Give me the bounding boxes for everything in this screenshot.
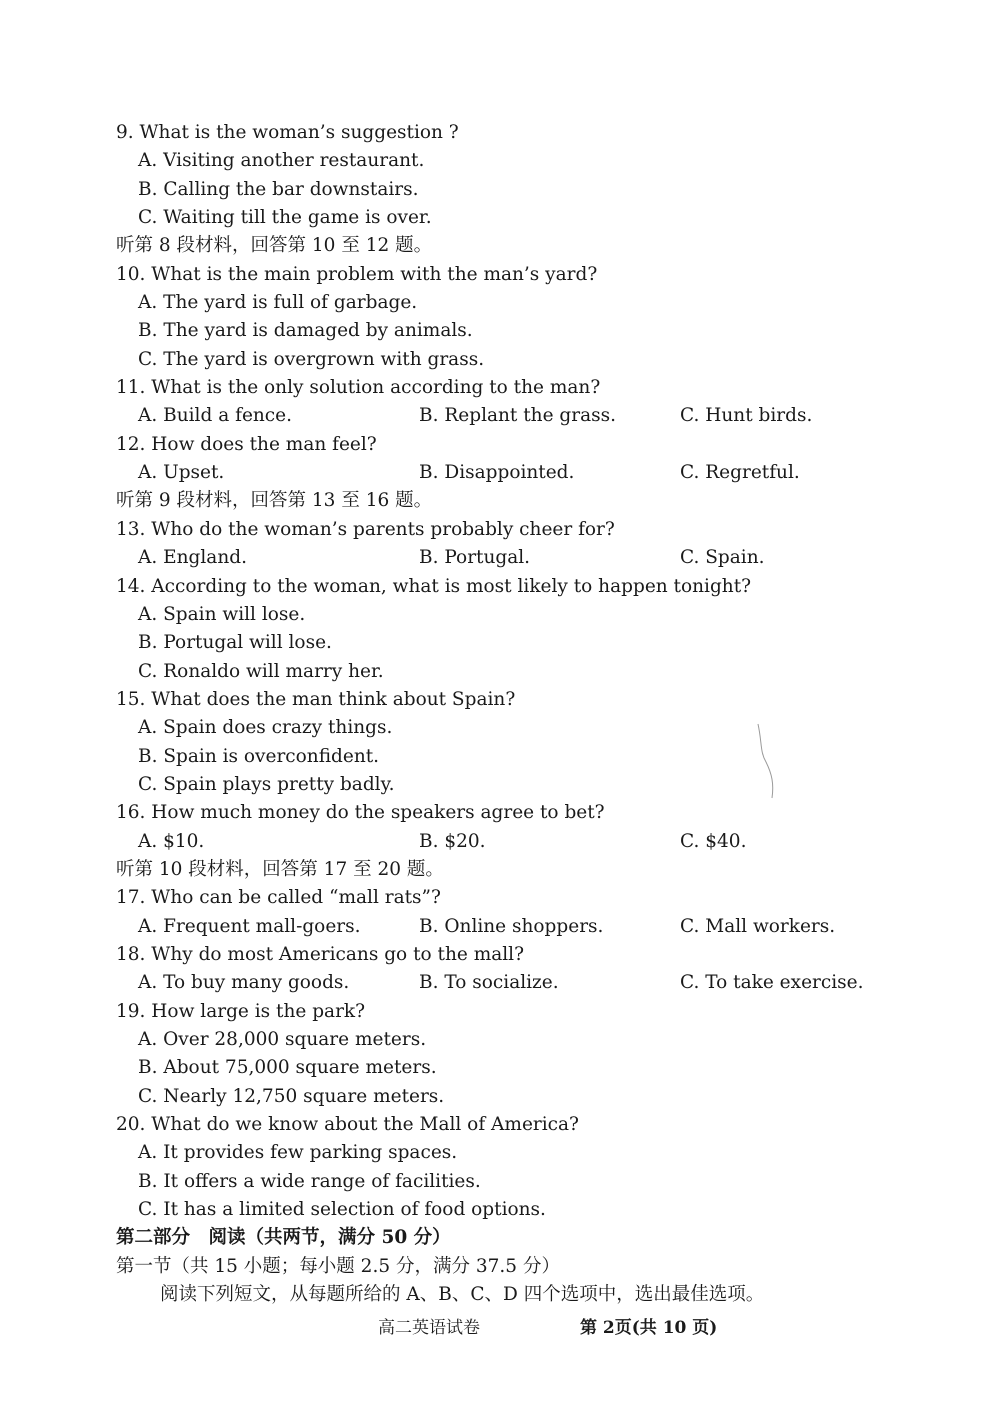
option-a: A. Build a fence. — [138, 405, 292, 427]
option-text: A. Spain does crazy things. — [138, 717, 393, 739]
option-text: A. Spain will lose. — [138, 603, 306, 625]
option-a: A. To buy many goods. — [138, 972, 350, 994]
question-text: 20. What do we know about the Mall of America? — [116, 1114, 579, 1136]
footer-title: 高二英语试卷 — [378, 1318, 480, 1338]
option-text: C. Ronaldo will marry her. — [138, 660, 384, 682]
pencil-mark — [752, 722, 782, 802]
option-b: B. Portugal. — [419, 547, 531, 569]
question-text: 10. What is the main problem with the man’s yard? — [116, 263, 598, 285]
option-c: C. To take exercise. — [680, 972, 864, 994]
question-text: 19. How large is the park? — [116, 1000, 366, 1022]
option-b: B. Replant the grass. — [419, 405, 617, 427]
option-text: B. It offers a wide range of facilities. — [138, 1170, 481, 1192]
option-b: B. $20. — [419, 830, 486, 852]
option-c: C. $40. — [680, 830, 747, 852]
option-text: C. Nearly 12,750 square meters. — [138, 1085, 445, 1107]
section-heading: 第一节（共 15 小题；每小题 2.5 分，满分 37.5 分） — [116, 1255, 560, 1277]
option-a: A. Upset. — [138, 462, 225, 484]
option-text: A. Over 28,000 square meters. — [138, 1029, 427, 1050]
part-heading: 第二部分 阅读（共两节，满分 50 分） — [116, 1227, 451, 1249]
option-row — [116, 402, 916, 430]
section-heading: 听第 9 段材料，回答第 13 至 16 题。 — [116, 490, 433, 512]
option-c: C. Regretful. — [680, 462, 800, 484]
question-text: 12. How does the man feel? — [116, 433, 377, 455]
question-text: 9. What is the woman’s suggestion ? — [116, 122, 459, 143]
option-c: C. Hunt birds. — [680, 405, 813, 427]
option-text: B. The yard is damaged by animals. — [138, 320, 473, 342]
option-text: C. The yard is overgrown with grass. — [138, 348, 485, 370]
option-row — [116, 459, 916, 487]
option-text: A. The yard is full of garbage. — [138, 292, 418, 314]
footer-page-number: 第 2页(共 10 页) — [580, 1318, 718, 1338]
option-text: B. Portugal will lose. — [138, 632, 332, 654]
question-text: 15. What does the man think about Spain? — [116, 688, 516, 710]
option-row — [116, 969, 916, 997]
option-text: C. Spain plays pretty badly. — [138, 773, 395, 795]
option-text: B. Spain is overconfident. — [138, 745, 380, 767]
option-text: B. About 75,000 square meters. — [138, 1057, 437, 1079]
page-footer — [0, 1316, 992, 1340]
option-b: B. Disappointed. — [419, 462, 575, 484]
section-heading: 听第 10 段材料，回答第 17 至 20 题。 — [116, 858, 444, 880]
option-row — [116, 544, 916, 572]
option-text: B. Calling the bar downstairs. — [138, 178, 419, 200]
option-a: A. England. — [138, 547, 247, 569]
option-row — [116, 828, 916, 856]
question-text: 11. What is the only solution according to the man? — [116, 377, 601, 399]
question-text: 13. Who do the woman’s parents probably cheer for? — [116, 518, 615, 540]
option-b: B. Online shoppers. — [419, 915, 604, 937]
question-text: 17. Who can be called “mall rats”? — [116, 887, 441, 909]
option-text: A. It provides few parking spaces. — [138, 1142, 458, 1164]
option-text: A. Visiting another restaurant. — [138, 150, 425, 172]
question-text: 16. How much money do the speakers agree to bet? — [116, 802, 605, 824]
instruction-text: 阅读下列短文，从每题所给的 A、B、C、D 四个选项中，选出最佳选项。 — [160, 1284, 765, 1306]
section-heading: 听第 8 段材料，回答第 10 至 12 题。 — [116, 235, 433, 257]
option-text: C. Waiting till the game is over. — [138, 207, 432, 229]
option-c: C. Spain. — [680, 547, 765, 569]
option-row — [116, 913, 916, 941]
option-c: C. Mall workers. — [680, 915, 836, 937]
option-text: C. It has a limited selection of food options. — [138, 1199, 546, 1221]
question-text: 14. According to the woman, what is most likely to happen tonight? — [116, 575, 752, 597]
exam-page-body — [116, 119, 916, 1309]
option-b: B. To socialize. — [419, 972, 559, 994]
option-a: A. $10. — [138, 830, 205, 852]
question-text: 18. Why do most Americans go to the mall? — [116, 943, 525, 965]
option-a: A. Frequent mall-goers. — [138, 915, 361, 937]
